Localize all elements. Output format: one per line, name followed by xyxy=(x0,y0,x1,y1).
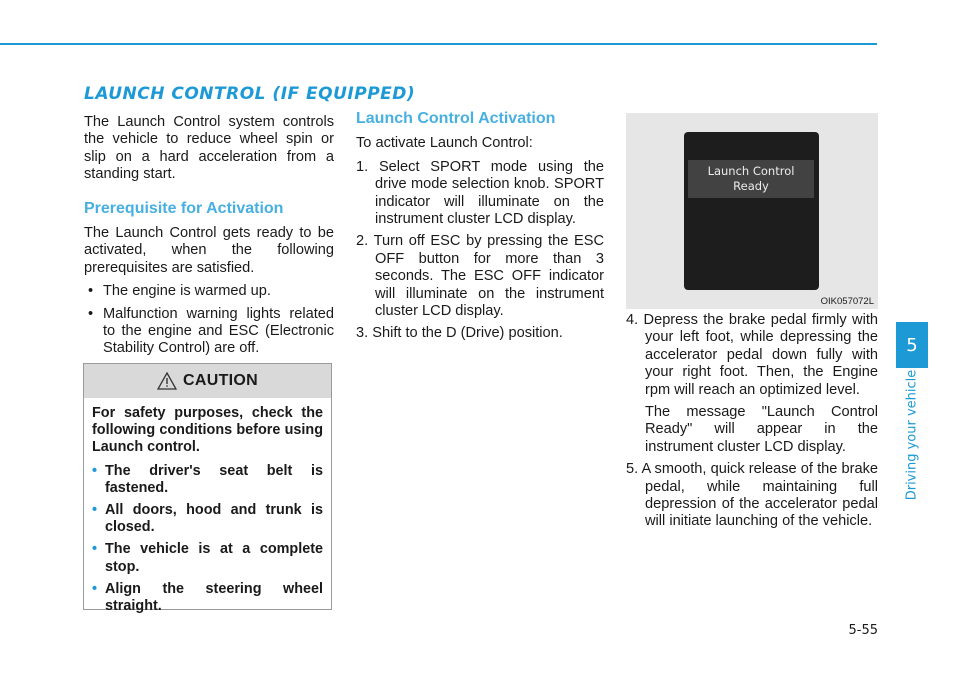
caution-header xyxy=(84,364,331,398)
intro-paragraph: The Launch Control system controls the vehicle to reduce wheel spin or slip on a hard acceleration from a standing start. xyxy=(84,114,334,183)
middle-column xyxy=(356,110,604,343)
caution-item: • The vehicle is at a complete stop. xyxy=(92,541,323,575)
bullet-icon: • xyxy=(92,462,98,479)
list-item: • The engine is warmed up. xyxy=(88,283,271,300)
step-item: 4. Depress the brake pedal firmly with your left foot, while depressing the accelerator pedal down fully with your right foot. Then, the Engine rpm will reach an optimized level. xyxy=(626,312,878,398)
caution-item: • The driver's seat belt is fastened. xyxy=(92,462,323,496)
caution-item: • Align the steering wheel straight. xyxy=(92,580,323,615)
warning-triangle-icon xyxy=(157,372,177,390)
bullet-icon: • xyxy=(92,580,98,597)
page-number: 5-55 xyxy=(848,623,878,638)
prerequisite-text: The Launch Control gets ready to be activated, when the following prerequisites are satisfied. xyxy=(84,225,334,276)
caution-item: • All doors, hood and trunk is closed. xyxy=(92,502,323,536)
step-item: 3. Shift to the D (Drive) position. xyxy=(356,325,563,342)
top-rule xyxy=(0,43,877,45)
cluster-figure xyxy=(626,113,878,309)
bullet-icon: • xyxy=(88,305,94,322)
chapter-number-tab: 5 xyxy=(896,322,928,368)
figure-caption: OIK057072L xyxy=(820,296,874,307)
caution-text: For safety purposes, check the following conditions before using Launch control. xyxy=(92,405,323,456)
chapter-title: Driving your vehicle xyxy=(904,369,920,501)
bullet-icon: • xyxy=(92,541,98,558)
launch-control-message xyxy=(688,160,814,198)
right-column xyxy=(626,312,878,531)
list-item: • Malfunction warning lights related to the engine and ESC (Electronic Stability Control) are off. xyxy=(88,305,334,357)
step-item: 1. Select SPORT mode using the drive mode selection knob. SPORT indicator will illuminate on the instrument cluster LCD display. xyxy=(356,158,604,228)
caution-box xyxy=(83,363,332,615)
activation-intro: To activate Launch Control: xyxy=(356,135,533,152)
left-column xyxy=(84,114,334,358)
message-note: The message "Launch Control Ready" will appear in the instrument cluster LCD display. xyxy=(645,404,878,455)
step-item: 2. Turn off ESC by pressing the ESC OFF button for more than 3 seconds. The ESC OFF indicator will illuminate on the instrument cluster LCD display. xyxy=(356,233,604,320)
message-line-1: Launch Control xyxy=(707,164,795,178)
section-title: LAUNCH CONTROL (IF EQUIPPED) xyxy=(84,84,416,104)
activation-heading: Launch Control Activation xyxy=(356,110,556,127)
caution-body xyxy=(84,398,331,615)
lcd-screen xyxy=(684,132,819,290)
bullet-icon: • xyxy=(88,283,94,300)
message-line-2: Ready xyxy=(733,179,769,193)
step-item: 5. A smooth, quick release of the brake pedal, while maintaining full depression of the accelerator pedal will initiate launching of the vehicle. xyxy=(626,461,878,530)
caution-label: CAUTION xyxy=(183,372,258,389)
prerequisite-heading: Prerequisite for Activation xyxy=(84,199,284,217)
bullet-icon: • xyxy=(92,502,98,519)
prerequisite-list xyxy=(84,283,334,358)
